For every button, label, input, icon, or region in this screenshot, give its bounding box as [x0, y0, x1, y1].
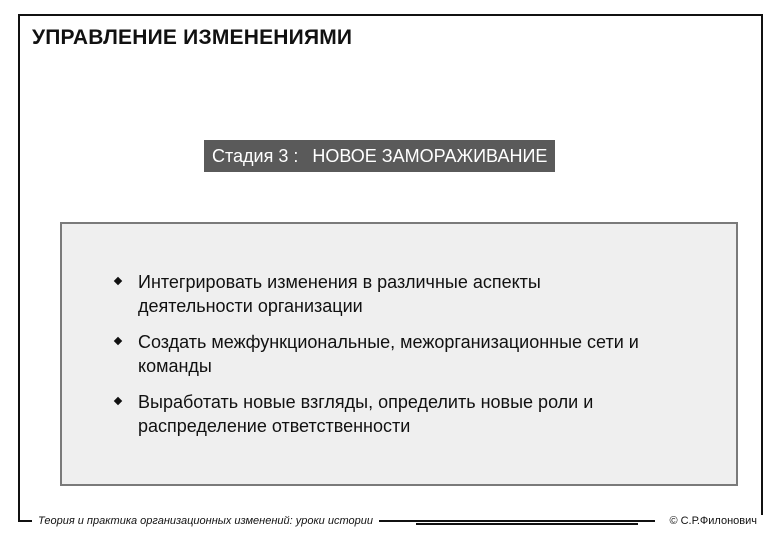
- bullet-list: [112, 270, 712, 450]
- footer-source: Теория и практика организационных изменений: уроки истории: [32, 515, 379, 527]
- diamond-bullet-icon: [114, 277, 122, 285]
- diamond-bullet-icon: [114, 337, 122, 345]
- bullet-2-line-2: команды: [138, 356, 212, 376]
- bullet-3-line-2: распределение ответственности: [138, 416, 411, 436]
- slide-footer: [18, 513, 763, 533]
- footer-copyright: © С.Р.Филонович: [655, 515, 763, 527]
- slide-title: УПРАВЛЕНИЕ ИЗМЕНЕНИЯМИ: [32, 26, 353, 49]
- bullet-item-1: [112, 270, 712, 318]
- bullet-item-2: [112, 330, 712, 378]
- diamond-bullet-icon: [114, 397, 122, 405]
- stage-prefix: Стадия 3 :: [212, 146, 299, 166]
- stage-name: НОВОЕ ЗАМОРАЖИВАНИЕ: [312, 146, 548, 166]
- bullet-3-line-1: Выработать новые взгляды, определить новые роли и: [138, 392, 594, 412]
- footer-divider: [416, 523, 638, 525]
- bullet-2-line-1: Создать межфункциональные, межорганизационные сети и: [138, 332, 639, 352]
- bullet-1-line-1: Интегрировать изменения в различные аспекты: [138, 272, 541, 292]
- bullet-item-3: [112, 390, 712, 438]
- bullet-1-line-2: деятельности организации: [138, 296, 363, 316]
- stage-label: [204, 140, 555, 172]
